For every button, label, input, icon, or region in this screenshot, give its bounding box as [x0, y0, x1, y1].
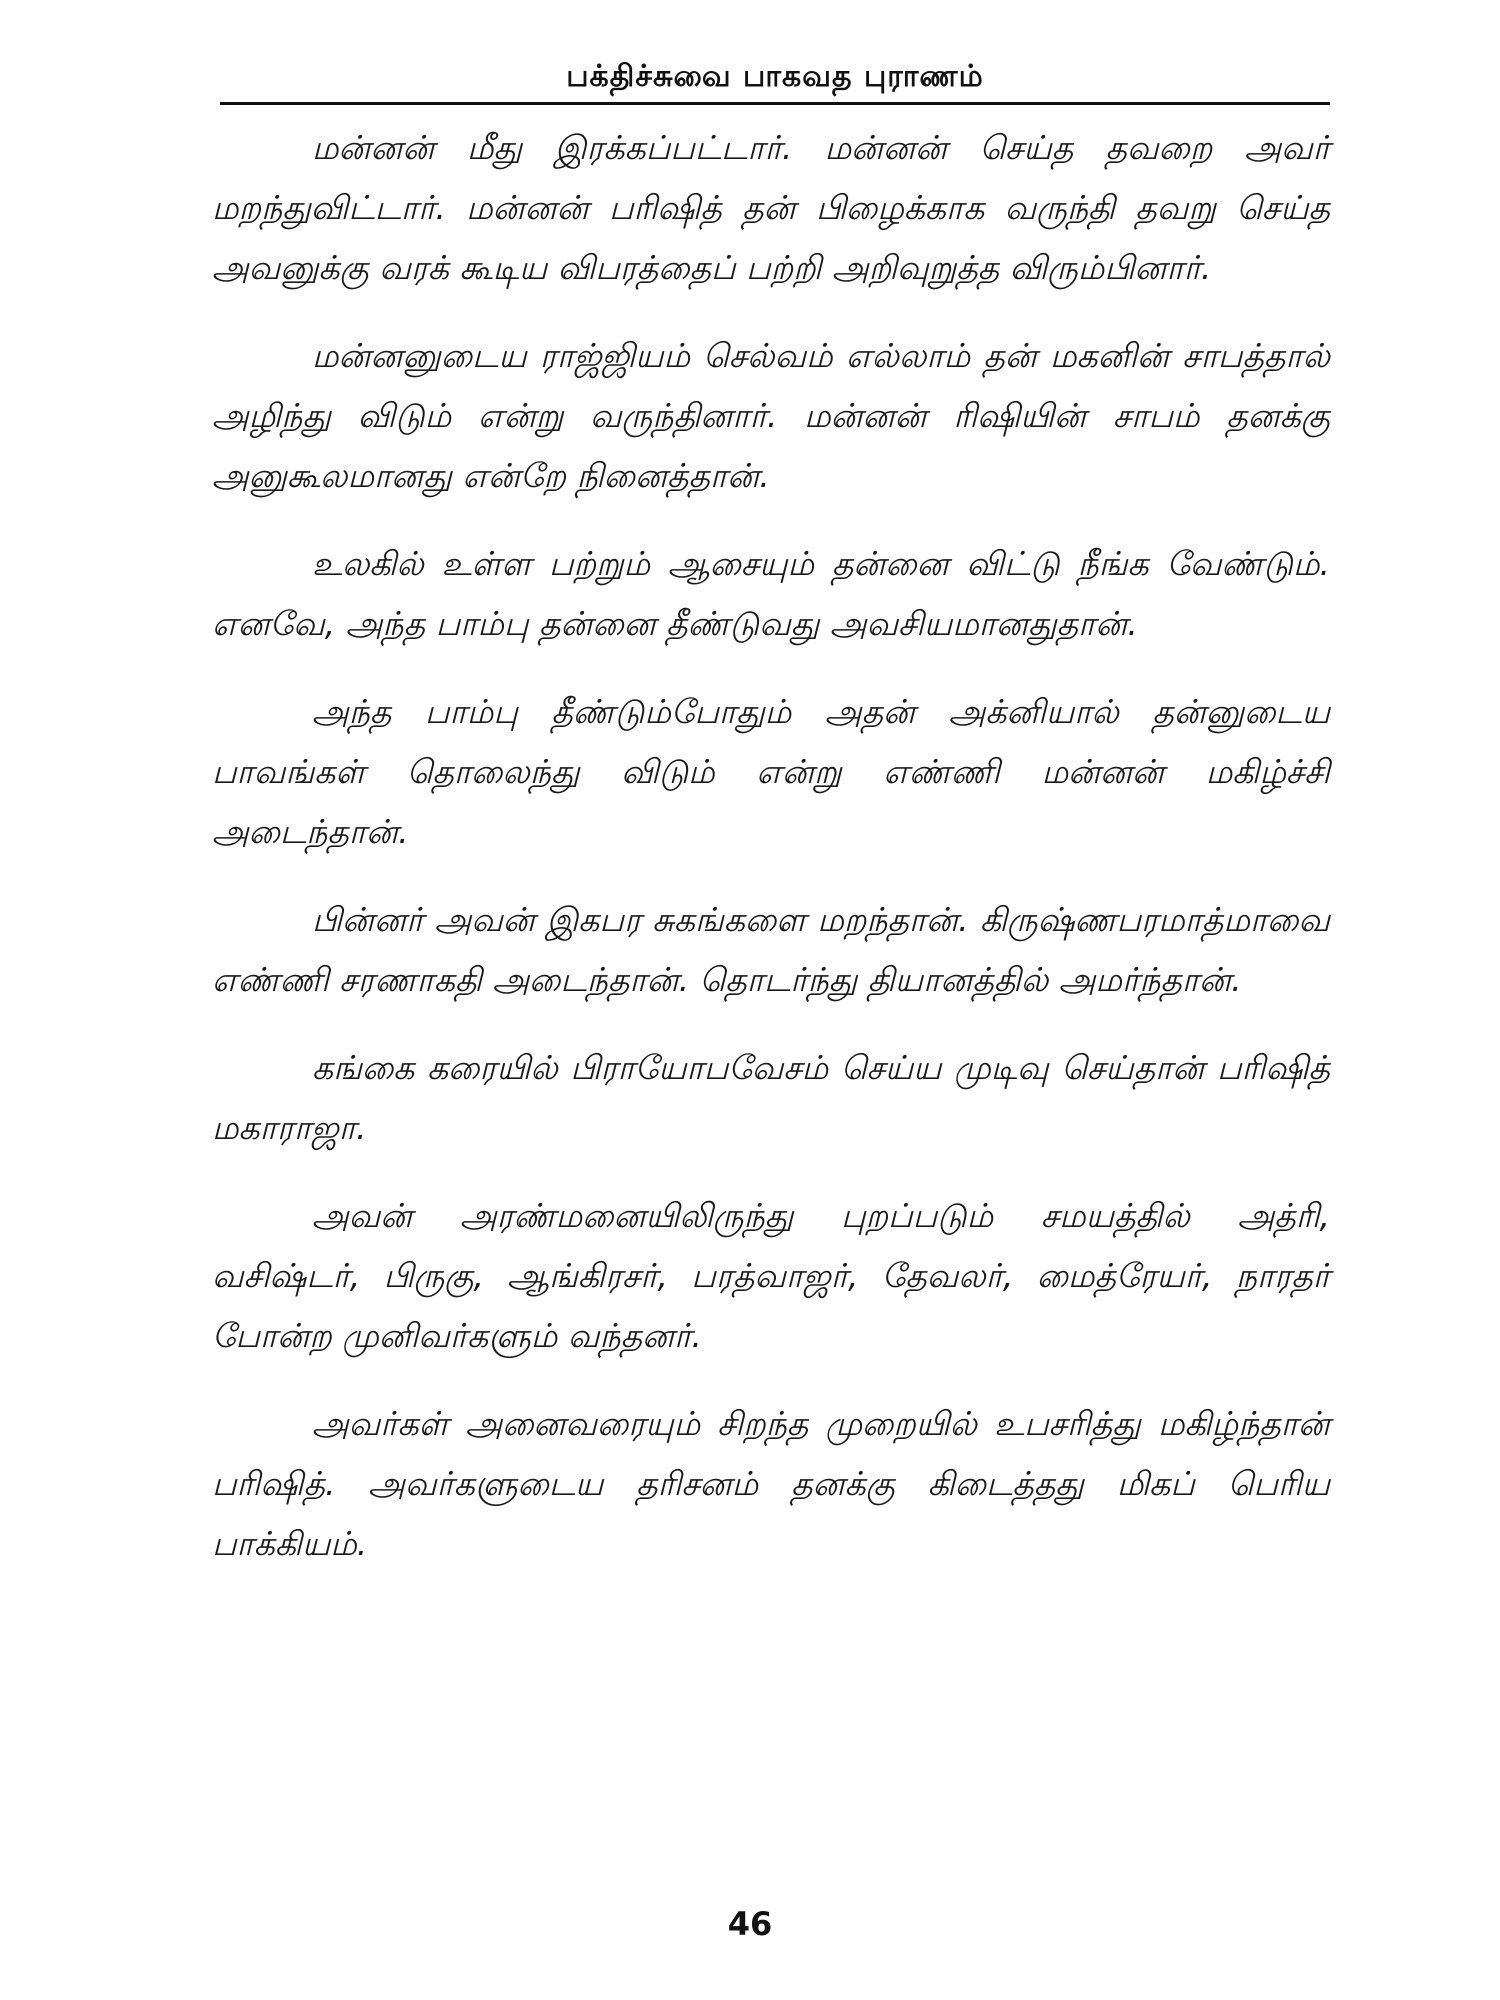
running-header — [220, 50, 1330, 104]
header-divider — [220, 102, 1330, 105]
paragraph: மன்னன் மீது இரக்கப்பட்டார். மன்னன் செய்த தவறை அவர் மறந்துவிட்டார். மன்னன் பரிஷித் தன் பிழைக்காக வருந்தி தவறு செய்த அவனுக்கு வரக் கூடிய விபரத்தைப் பற்றி அறிவுறுத்த விரும்பினார். — [212, 128, 1330, 287]
paragraph: அவன் அரண்மனையிலிருந்து புறப்படும் சமயத்தில் அத்ரி, வசிஷ்டர், பிருகு, ஆங்கிரசர், பரத்வாஜர், தேவலர், மைத்ரேயர், நாரதர் போன்ற முனிவர்களும் வந்தனர். — [212, 1196, 1330, 1355]
paragraph: பின்னர் அவன் இகபர சுகங்களை மறந்தான். கிருஷ்ணபரமாத்மாவை எண்ணி சரணாகதி அடைந்தான். தொடர்ந்து தியானத்தில் அமர்ந்தான். — [212, 900, 1330, 999]
paragraph: கங்கை கரையில் பிராயோபவேசம் செய்ய முடிவு செய்தான் பரிஷித் மகாராஜா. — [212, 1048, 1330, 1147]
page-body — [212, 118, 1330, 1602]
paragraph: அந்த பாம்பு தீண்டும்போதும் அதன் அக்னியால் தன்னுடைய பாவங்கள் தொலைந்து விடும் என்று எண்ணி மன்னன் மகிழ்ச்சி அடைந்தான். — [212, 692, 1330, 851]
page-number: 46 — [727, 1905, 773, 1943]
paragraph: மன்னனுடைய ராஜ்ஜியம் செல்வம் எல்லாம் தன் மகனின் சாபத்தால் அழிந்து விடும் என்று வருந்தினார். மன்னன் ரிஷியின் சாபம் தனக்கு அனுகூலமானது என்றே நினைத்தான். — [212, 336, 1330, 495]
paragraph: அவர்கள் அனைவரையும் சிறந்த முறையில் உபசரித்து மகிழ்ந்தான் பரிஷித். அவர்களுடைய தரிசனம் தனக்கு கிடைத்தது மிகப் பெரிய பாக்கியம். — [212, 1404, 1330, 1563]
paragraph: உலகில் உள்ள பற்றும் ஆசையும் தன்னை விட்டு நீங்க வேண்டும். எனவே, அந்த பாம்பு தன்னை தீண்டுவது அவசியமானதுதான். — [212, 544, 1330, 643]
book-title: பக்திச்சுவை பாகவத புராணம் — [566, 59, 984, 94]
